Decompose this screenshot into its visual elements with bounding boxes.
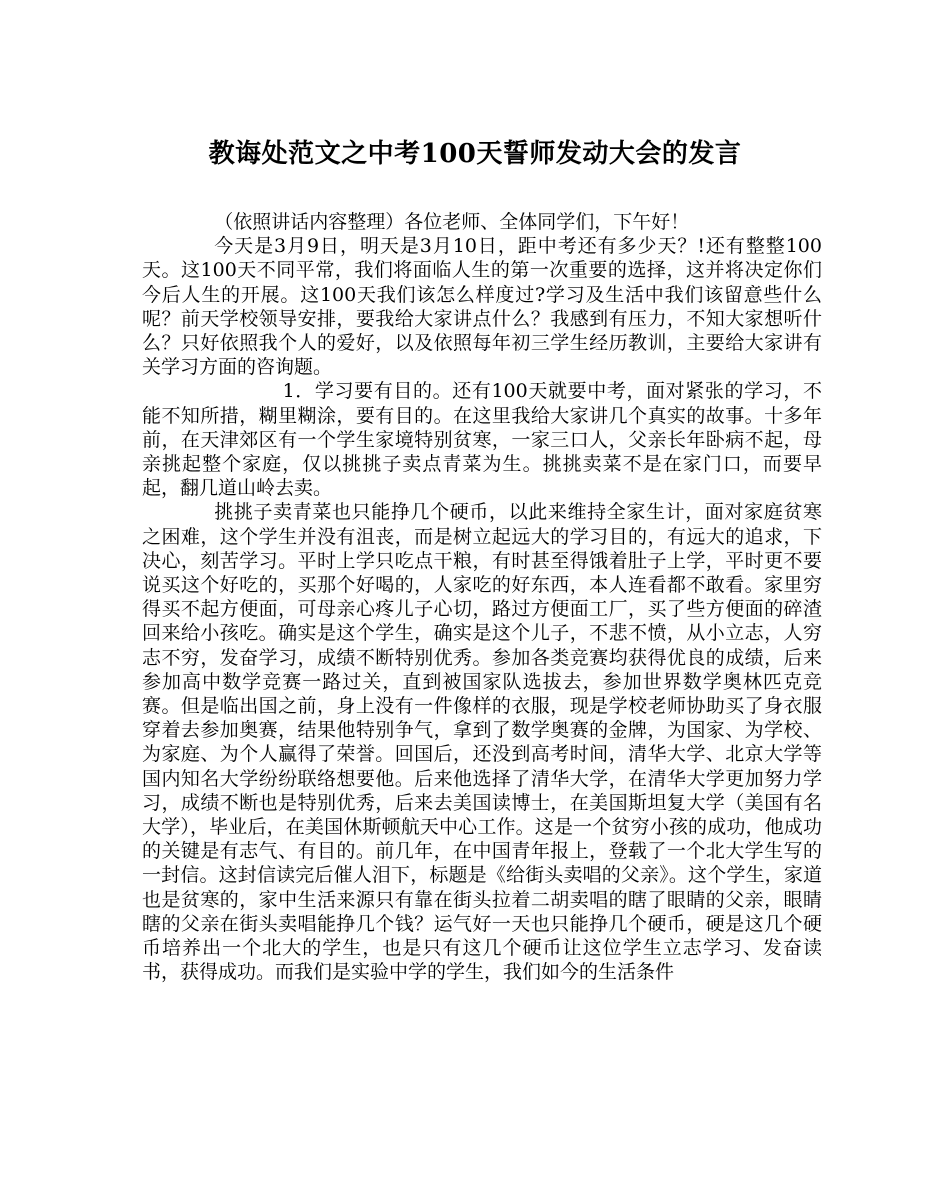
- document-title: 教诲处范文之中考100天誓师发动大会的发言: [208, 139, 742, 169]
- story-paragraph: 挑挑子卖青菜也只能挣几个硬币，以此来维持全家生计，面对家庭贫寒之困难，这个学生并没有沮丧，而是树立起远大的学习目的，有远大的追求，下决心，刻苦学习。平时上学只吃点干粮，有时甚至得饿着肚子上学，平时更不要说买这个好吃的，买那个好喝的，人家吃的好东西，本人连看都不敢看。家里穷得买不起方便面，可母亲心疼儿子心切，路过方便面工厂，买了些方便面的碎渣回来给小孩吃。确实是这个学生，确实是这个儿子，不悲不愤，从小立志，人穷志不穷，发奋学习，成绩不断特别优秀。参加各类竞赛均获得优良的成绩，后来参加高中数学竞赛一路过关，直到被国家队选拔去，参加世界数学奥林匹克竞赛。但是临出国之前，身上没有一件像样的衣服，现是学校老师协助买了身衣服穿着去参加奥赛，结果他特别争气，拿到了数学奥赛的金牌，为国家、为学校、为家庭、为个人赢得了荣誉。回国后，还没到高考时间，清华大学、北京大学等国内知名大学纷纷联络想要他。后来他选择了清华大学，在清华大学更加努力学习，成绩不断也是特别优秀，后来去美国读博士，在美国斯坦复大学（美国有名大学），毕业后，在美国休斯顿航天中心工作。这是一个贫穷小孩的成功，他成功的关键是有志气、有目的。前几年，在中国青年报上，登载了一个北大学生写的一封信。这封信读完后催人泪下，标题是《给街头卖唱的父亲》。这个学生，家道也是贫寒的，家中生活来源只有靠在街头拉着二胡卖唱的瞎了眼睛的父亲，眼睛瞎的父亲在街头卖唱能挣几个钱？运气好一天也只能挣几个硬币，硬是这几个硬币培养出一个北大的学生，也是只有这几个硬币让这位学生立志学习、发奋读书，获得成功。而我们是实验中学的学生，我们如今的生活条件: [142, 501, 822, 984]
- section-1-paragraph: 1．学习要有目的。还有100天就要中考，面对紧张的学习，不能不知所措，糊里糊涂，要有目的。在这里我给大家讲几个真实的故事。十多年前，在天津郊区有一个学生家境特别贫寒，一家三口人，父亲长年卧病不起，母亲挑起整个家庭，仅以挑挑子卖点青菜为生。挑挑卖菜不是在家门口，而要早起，翻几道山岭去卖。: [142, 380, 822, 500]
- greeting-paragraph: （依照讲话内容整理）各位老师、全体同学们，下午好！: [214, 211, 690, 233]
- document-body: [142, 210, 822, 985]
- intro-paragraph: 今天是3月9日，明天是3月10日，距中考还有多少天？!还有整整100天。这100天不同平常，我们将面临人生的第一次重要的选择，这并将决定你们今后人生的开展。这100天我们该怎么样度过?学习及生活中我们该留意些什么呢？前天学校领导安排，要我给大家讲点什么？我感到有压力，不知大家想听什么？只好依照我个人的爱好，以及依照每年初三学生经历教训，主要给大家讲有关学习方面的咨询题。: [142, 235, 822, 379]
